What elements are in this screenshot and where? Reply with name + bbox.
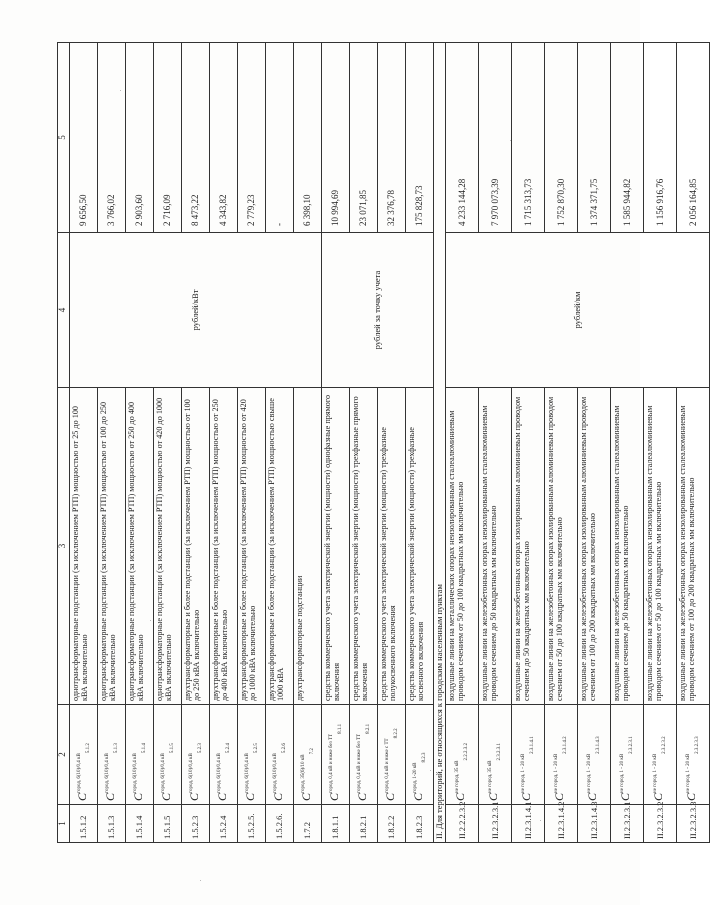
row-code: 1.7.2	[294, 805, 322, 843]
row-value: 1 752 870,30	[545, 43, 578, 233]
row-code: 1.5.1.4	[126, 805, 154, 843]
row-value: 2 056 164,85	[677, 43, 710, 233]
row-description: воздушные линии на железобетонных опорах изолированным алюминиевым проводом сечением до 50 квадратных мм включительно	[512, 388, 545, 705]
table-row	[294, 43, 322, 843]
row-description: воздушные линии на железобетонных опорах неизолированным сталеалюминиевым проводом сечением от 100 до 200 квадратных мм включительно	[677, 388, 710, 705]
row-value: 1 585 944,82	[611, 43, 644, 233]
row-code: II.2.3.2.3.1	[611, 805, 644, 843]
tariff-table	[57, 42, 710, 843]
row-description: однотрансформаторные подстанции (за исключением РТП) мощностью от 100 до 250 кВА включительно	[98, 388, 126, 705]
row-value: 2 716,09	[154, 43, 182, 233]
table-header-row	[58, 43, 70, 843]
row-description: средства коммерческого учета электрической энергии (мощности) однофазные прямого включения	[322, 388, 350, 705]
table-row	[182, 43, 210, 843]
table-row	[677, 43, 710, 843]
row-description: однотрансформаторные подстанции (за исключением РТП) мощностью от 250 до 400 кВА включительно	[126, 388, 154, 705]
table-row	[210, 43, 238, 843]
rate-formula: $C^{город, 6(10)/0,4 кВ}_{5.1.2}$	[70, 705, 98, 805]
table-row	[545, 43, 578, 843]
rotated-tariff-table	[57, 43, 700, 843]
rate-formula: $C^{город, 6(10)/0,4 кВ}_{5.2.3}$	[182, 705, 210, 805]
row-value: 6 398,10	[294, 43, 322, 233]
row-code: II.2.3.2.3.2	[644, 805, 677, 843]
table-row	[644, 43, 677, 843]
row-description: воздушные линии на железобетонных опорах неизолированным сталеалюминиевым проводом сечением до 50 квадратных мм включительно	[479, 388, 512, 705]
rate-formula: $C^{не город, 1 - 20 кВ}_{2.3.2.3.2}$	[644, 705, 677, 805]
table-row	[126, 43, 154, 843]
row-description: воздушные линии на железобетонных опорах изолированным алюминиевым проводом сечением от 50 до 100 квадратных мм включительно	[545, 388, 578, 705]
row-description: воздушные линии на железобетонных опорах изолированным алюминиевым проводом сечением от 100 до 200 квадратных мм включительно	[578, 388, 611, 705]
row-value: 1 156 916,76	[644, 43, 677, 233]
table-row	[378, 43, 406, 843]
table-row	[479, 43, 512, 843]
row-value: 4 233 144,28	[446, 43, 479, 233]
row-code: 1.5.1.5	[154, 805, 182, 843]
rate-formula: $C^{город, 1-20 кВ}_{8.2.3}$	[406, 705, 434, 805]
table-row	[512, 43, 545, 843]
row-description: двухтрансформаторные и более подстанции (за исключением РТП) мощностью от 420 до 1000 кВА включительно	[238, 388, 266, 705]
table-row	[350, 43, 378, 843]
rate-formula: $C^{город, 0,4 кВ и ниже без ТТ}_{8.1.1}$	[322, 705, 350, 805]
table-row	[406, 43, 434, 843]
rate-formula: $C^{не город, 1 - 20 кВ}_{2.3.1.4.3}$	[578, 705, 611, 805]
row-description: воздушные линии на железобетонных опорах неизолированным сталеалюминиевым проводом сечением до 50 квадратных мм включительно	[611, 388, 644, 705]
table-row	[266, 43, 294, 843]
row-code: 1.8.1.1	[322, 805, 350, 843]
table-row	[98, 43, 126, 843]
row-description: двухтрансформаторные и более подстанции (за исключением РТП) мощностью свыше 1000 кВА	[266, 388, 294, 705]
table-row	[611, 43, 644, 843]
row-value: 8 473,22	[182, 43, 210, 233]
table-row	[154, 43, 182, 843]
row-code: 1.5.2.3	[182, 805, 210, 843]
row-code: 1.5.2.6.	[266, 805, 294, 843]
row-value: 2 779,23	[238, 43, 266, 233]
row-code: II.2.3.1.4.2	[545, 805, 578, 843]
section-title: II. Для территорий, не относящихся к городским населенным пунктам	[434, 43, 446, 843]
header-col-5: 5	[58, 43, 70, 233]
row-value: 9 656,50	[70, 43, 98, 233]
row-code: II.2.2.2.3.2	[446, 805, 479, 843]
rate-formula: $C^{город, 0,4 кВ и ниже с ТТ}_{8.2.2}$	[378, 705, 406, 805]
row-value: 1 715 313,73	[512, 43, 545, 233]
rate-formula: $C^{город, 6(10)/0,4 кВ}_{5.2.5}$	[238, 705, 266, 805]
unit-cell: рублей/кВт	[70, 233, 322, 388]
row-description: двухтрансформаторные подстанции	[294, 388, 322, 705]
row-value: 32 376,78	[378, 43, 406, 233]
row-code: II.2.3.2.3.1	[479, 805, 512, 843]
rate-formula: $C^{город, 35(6)/10 кВ}_{7.2}$	[294, 705, 322, 805]
row-code: II.2.3.1.4.3	[578, 805, 611, 843]
table-row	[578, 43, 611, 843]
row-description: двухтрансформаторные и более подстанции (за исключением РТП) мощностью от 250 до 400 кВА включительно	[210, 388, 238, 705]
row-description: двухтрансформаторные и более подстанции (за исключением РТП) мощностью от 100 до 250 кВА включительно	[182, 388, 210, 705]
row-code: 1.5.1.3	[98, 805, 126, 843]
row-value: 23 071,85	[350, 43, 378, 233]
row-description: однотрансформаторные подстанции (за исключением РТП) мощностью от 420 до 1000 кВА включительно	[154, 388, 182, 705]
rate-formula: $C^{не город, 1 - 20 кВ}_{2.3.2.3.3}$	[677, 705, 710, 805]
header-col-2: 2	[58, 705, 70, 805]
rate-formula: $C^{город, 6(10)/0,4 кВ}_{5.1.3}$	[98, 705, 126, 805]
unit-cell: рублей за точку учета	[322, 233, 434, 388]
row-value: 2 903,60	[126, 43, 154, 233]
row-code: II.2.3.1.4.1	[512, 805, 545, 843]
unit-cell: рублей/км	[446, 233, 710, 388]
rate-formula: $C^{город, 0,4 кВ и ниже без ТТ}_{8.2.1}$	[350, 705, 378, 805]
row-code: II.2.3.2.3.3	[677, 805, 710, 843]
header-col-4: 4	[58, 233, 70, 388]
rate-formula: $C^{не город, 1 - 20 кВ}_{2.3.1.4.1}$	[512, 705, 545, 805]
row-description: средства коммерческого учета электрической энергии (мощности) трехфазные прямого включения	[350, 388, 378, 705]
row-code: 1.8.2.3	[406, 805, 434, 843]
table-row	[446, 43, 479, 843]
row-value: -	[266, 43, 294, 233]
rate-formula: $C^{город, 6(10)/0,4 кВ}_{5.1.5}$	[154, 705, 182, 805]
rate-formula: $C^{город, 6(10)/0,4 кВ}_{5.2.6}$	[266, 705, 294, 805]
table-row	[70, 43, 98, 843]
header-col-3: 3	[58, 388, 70, 705]
row-value: 1 374 371,75	[578, 43, 611, 233]
rate-formula: $C^{не город, 1 - 20 кВ}_{2.3.2.3.1}$	[611, 705, 644, 805]
row-value: 3 766,02	[98, 43, 126, 233]
row-value: 7 970 073,39	[479, 43, 512, 233]
rate-formula: $C^{не город, 35 кВ}_{2.2.2.3.2}$	[446, 705, 479, 805]
rate-formula: $C^{город, 6(10)/0,4 кВ}_{5.2.4}$	[210, 705, 238, 805]
row-code: 1.8.2.1	[350, 805, 378, 843]
row-code: 1.5.1.2	[70, 805, 98, 843]
table-row	[322, 43, 350, 843]
row-value: 175 828,73	[406, 43, 434, 233]
row-description: средства коммерческого учета электрической энергии (мощности) трехфазные косвенного включения	[406, 388, 434, 705]
row-code: 1.5.2.5.	[238, 805, 266, 843]
row-description: однотрансформаторные подстанции (за исключением РТП) мощностью от 25 до 100 кВА включительно	[70, 388, 98, 705]
section-row	[434, 43, 446, 843]
row-description: средства коммерческого учета электрической энергии (мощности) трехфазные полукосвенного включения	[378, 388, 406, 705]
rate-formula: $C^{не город, 35 кВ}_{2.3.2.3.1}$	[479, 705, 512, 805]
row-description: воздушные линии на железобетонных опорах неизолированным сталеалюминиевым проводом сечением от 50 до 100 квадратных мм включительно	[644, 388, 677, 705]
row-code: 1.8.2.2	[378, 805, 406, 843]
row-code: 1.5.2.4	[210, 805, 238, 843]
row-value: 10 994,69	[322, 43, 350, 233]
header-col-1: 1	[58, 805, 70, 843]
table-row	[238, 43, 266, 843]
row-description: воздушные линии на металлических опорах неизолированным сталеалюминиевым проводом сечением от 50 до 100 квадратных мм включительно	[446, 388, 479, 705]
row-value: 4 343,82	[210, 43, 238, 233]
rate-formula: $C^{город, 6(10)/0,4 кВ}_{5.1.4}$	[126, 705, 154, 805]
rate-formula: $C^{не город, 1 - 20 кВ}_{2.3.1.4.2}$	[545, 705, 578, 805]
